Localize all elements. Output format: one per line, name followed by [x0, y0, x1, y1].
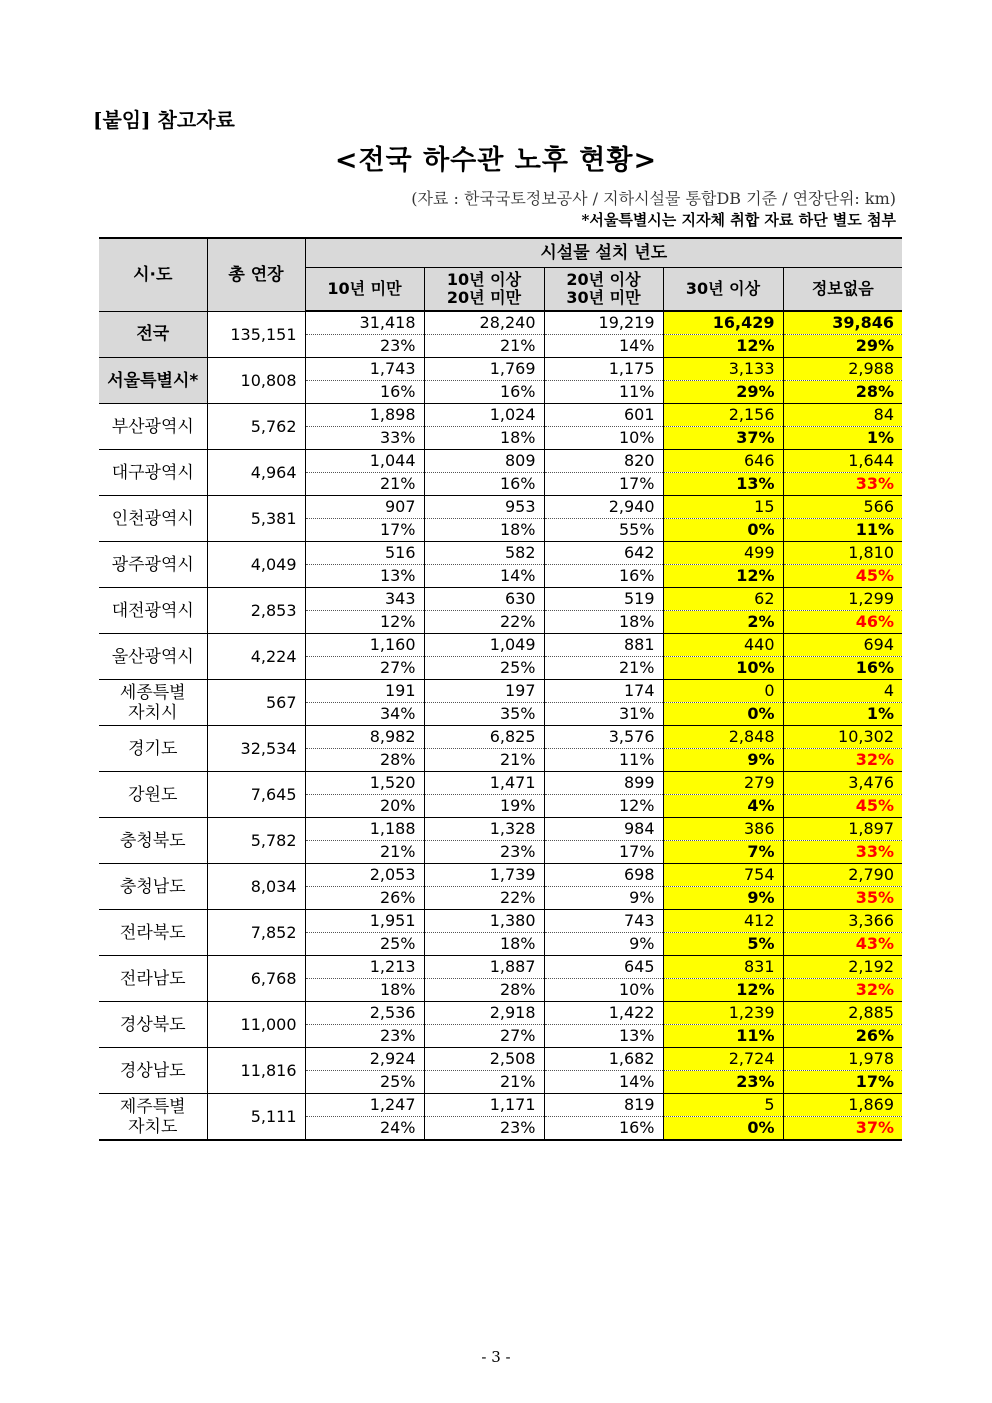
header-no-info: 정보없음 — [783, 268, 902, 312]
percent-value: 23% — [424, 1117, 544, 1141]
percent-value: 27% — [424, 1025, 544, 1048]
percent-value: 24% — [305, 1117, 424, 1141]
region-name: 전국 — [99, 311, 207, 358]
percent-value: 18% — [424, 427, 544, 450]
length-value: 1,239 — [663, 1002, 783, 1025]
table-row — [99, 956, 902, 979]
length-value: 1,160 — [305, 634, 424, 657]
percent-value: 2% — [663, 611, 783, 634]
percent-value: 18% — [424, 933, 544, 956]
region-name: 경기도 — [99, 726, 207, 772]
length-value: 2,924 — [305, 1048, 424, 1071]
length-value: 15 — [663, 496, 783, 519]
length-value: 754 — [663, 864, 783, 887]
percent-value: 22% — [424, 611, 544, 634]
length-value: 1,520 — [305, 772, 424, 795]
percent-value: 11% — [544, 749, 663, 772]
length-value: 1,328 — [424, 818, 544, 841]
length-value: 1,682 — [544, 1048, 663, 1071]
length-value: 1,188 — [305, 818, 424, 841]
total-length: 11,816 — [207, 1048, 305, 1094]
percent-value: 25% — [305, 933, 424, 956]
length-value: 1,299 — [783, 588, 902, 611]
percent-value: 35% — [783, 887, 902, 910]
region-name: 경상북도 — [99, 1002, 207, 1048]
percent-value: 37% — [663, 427, 783, 450]
length-value: 3,366 — [783, 910, 902, 933]
percent-value: 12% — [663, 979, 783, 1002]
length-value: 645 — [544, 956, 663, 979]
percent-value: 0% — [663, 519, 783, 542]
percent-value: 22% — [424, 887, 544, 910]
total-length: 5,111 — [207, 1094, 305, 1141]
percent-value: 31% — [544, 703, 663, 726]
seoul-note: *서울특별시는 지자체 취합 자료 하단 별도 첨부 — [581, 211, 896, 229]
length-value: 3,476 — [783, 772, 902, 795]
length-value: 3,576 — [544, 726, 663, 749]
region-name: 광주광역시 — [99, 542, 207, 588]
region-name: 강원도 — [99, 772, 207, 818]
length-value: 28,240 — [424, 311, 544, 335]
length-value: 743 — [544, 910, 663, 933]
percent-value: 19% — [424, 795, 544, 818]
percent-value: 14% — [424, 565, 544, 588]
page-title: <전국 하수관 노후 현황> — [334, 145, 658, 176]
length-value: 2,192 — [783, 956, 902, 979]
total-length: 7,852 — [207, 910, 305, 956]
percent-value: 11% — [783, 519, 902, 542]
length-value: 642 — [544, 542, 663, 565]
length-value: 62 — [663, 588, 783, 611]
percent-value: 29% — [663, 381, 783, 404]
table-body — [99, 311, 902, 1140]
length-value: 279 — [663, 772, 783, 795]
percent-value: 14% — [544, 1071, 663, 1094]
length-value: 2,156 — [663, 404, 783, 427]
percent-value: 23% — [424, 841, 544, 864]
percent-value: 23% — [305, 335, 424, 358]
length-value: 39,846 — [783, 311, 902, 335]
total-length: 5,782 — [207, 818, 305, 864]
header-over-30: 30년 이상 — [663, 268, 783, 312]
percent-value: 37% — [783, 1117, 902, 1141]
region-name: 전라남도 — [99, 956, 207, 1002]
length-value: 2,988 — [783, 358, 902, 381]
percent-value: 25% — [424, 657, 544, 680]
length-value: 386 — [663, 818, 783, 841]
total-length: 5,762 — [207, 404, 305, 450]
length-value: 1,898 — [305, 404, 424, 427]
percent-value: 16% — [305, 381, 424, 404]
percent-value: 10% — [544, 979, 663, 1002]
percent-value: 21% — [544, 657, 663, 680]
table-row — [99, 542, 902, 565]
percent-value: 28% — [424, 979, 544, 1002]
percent-value: 12% — [663, 335, 783, 358]
percent-value: 27% — [305, 657, 424, 680]
percent-value: 21% — [305, 841, 424, 864]
length-value: 84 — [783, 404, 902, 427]
percent-value: 9% — [544, 887, 663, 910]
length-value: 1,247 — [305, 1094, 424, 1117]
table-row — [99, 634, 902, 657]
table-row — [99, 404, 902, 427]
percent-value: 21% — [424, 1071, 544, 1094]
sewer-aging-table — [99, 237, 902, 1141]
region-name: 경상남도 — [99, 1048, 207, 1094]
table-row — [99, 450, 902, 473]
table-row — [99, 588, 902, 611]
table-row — [99, 1048, 902, 1071]
percent-value: 9% — [663, 887, 783, 910]
length-value: 1,978 — [783, 1048, 902, 1071]
header-10-20: 10년 이상 20년 미만 — [424, 268, 544, 312]
length-value: 1,810 — [783, 542, 902, 565]
percent-value: 0% — [663, 1117, 783, 1141]
region-name: 대전광역시 — [99, 588, 207, 634]
total-length: 4,964 — [207, 450, 305, 496]
length-value: 2,724 — [663, 1048, 783, 1071]
length-value: 1,887 — [424, 956, 544, 979]
percent-value: 45% — [783, 565, 902, 588]
percent-value: 46% — [783, 611, 902, 634]
region-name: 서울특별시* — [99, 358, 207, 404]
percent-value: 17% — [305, 519, 424, 542]
length-value: 16,429 — [663, 311, 783, 335]
percent-value: 10% — [663, 657, 783, 680]
percent-value: 4% — [663, 795, 783, 818]
percent-value: 11% — [544, 381, 663, 404]
table-row — [99, 496, 902, 519]
header-total: 총 연장 — [207, 238, 305, 311]
percent-value: 33% — [305, 427, 424, 450]
length-value: 953 — [424, 496, 544, 519]
header-under-10: 10년 미만 — [305, 268, 424, 312]
percent-value: 43% — [783, 933, 902, 956]
length-value: 1,471 — [424, 772, 544, 795]
percent-value: 16% — [544, 565, 663, 588]
length-value: 2,508 — [424, 1048, 544, 1071]
percent-value: 16% — [424, 473, 544, 496]
length-value: 2,790 — [783, 864, 902, 887]
length-value: 646 — [663, 450, 783, 473]
length-value: 4 — [783, 680, 902, 703]
total-length: 135,151 — [207, 311, 305, 358]
table-row — [99, 680, 902, 703]
percent-value: 16% — [544, 1117, 663, 1141]
total-length: 11,000 — [207, 1002, 305, 1048]
percent-value: 14% — [544, 335, 663, 358]
length-value: 820 — [544, 450, 663, 473]
length-value: 191 — [305, 680, 424, 703]
region-name: 인천광역시 — [99, 496, 207, 542]
region-name: 대구광역시 — [99, 450, 207, 496]
table-row — [99, 1094, 902, 1117]
attachment-label: [붙임] 참고자료 — [93, 108, 235, 132]
percent-value: 0% — [663, 703, 783, 726]
header-20-30: 20년 이상 30년 미만 — [544, 268, 663, 312]
length-value: 31,418 — [305, 311, 424, 335]
length-value: 1,951 — [305, 910, 424, 933]
percent-value: 10% — [544, 427, 663, 450]
percent-value: 1% — [783, 427, 902, 450]
length-value: 1,049 — [424, 634, 544, 657]
total-length: 2,853 — [207, 588, 305, 634]
length-value: 174 — [544, 680, 663, 703]
length-value: 19,219 — [544, 311, 663, 335]
percent-value: 29% — [783, 335, 902, 358]
percent-value: 32% — [783, 979, 902, 1002]
percent-value: 16% — [424, 381, 544, 404]
percent-value: 17% — [544, 473, 663, 496]
length-value: 6,825 — [424, 726, 544, 749]
length-value: 5 — [663, 1094, 783, 1117]
length-value: 412 — [663, 910, 783, 933]
region-name: 부산광역시 — [99, 404, 207, 450]
length-value: 197 — [424, 680, 544, 703]
percent-value: 20% — [305, 795, 424, 818]
length-value: 630 — [424, 588, 544, 611]
percent-value: 23% — [305, 1025, 424, 1048]
length-value: 440 — [663, 634, 783, 657]
total-length: 4,049 — [207, 542, 305, 588]
length-value: 1,175 — [544, 358, 663, 381]
percent-value: 13% — [544, 1025, 663, 1048]
length-value: 831 — [663, 956, 783, 979]
length-value: 10,302 — [783, 726, 902, 749]
source-note: (자료 : 한국국토정보공사 / 지하시설물 통합DB 기준 / 연장단위: km) — [411, 189, 896, 208]
length-value: 566 — [783, 496, 902, 519]
percent-value: 1% — [783, 703, 902, 726]
length-value: 1,044 — [305, 450, 424, 473]
percent-value: 16% — [783, 657, 902, 680]
length-value: 0 — [663, 680, 783, 703]
length-value: 1,380 — [424, 910, 544, 933]
length-value: 2,848 — [663, 726, 783, 749]
percent-value: 28% — [305, 749, 424, 772]
length-value: 907 — [305, 496, 424, 519]
percent-value: 21% — [424, 335, 544, 358]
table-row — [99, 358, 902, 381]
percent-value: 13% — [305, 565, 424, 588]
table-row — [99, 864, 902, 887]
length-value: 601 — [544, 404, 663, 427]
total-length: 4,224 — [207, 634, 305, 680]
length-value: 2,885 — [783, 1002, 902, 1025]
percent-value: 33% — [783, 841, 902, 864]
length-value: 8,982 — [305, 726, 424, 749]
length-value: 984 — [544, 818, 663, 841]
length-value: 2,918 — [424, 1002, 544, 1025]
region-name: 전라북도 — [99, 910, 207, 956]
percent-value: 18% — [424, 519, 544, 542]
region-name: 충청북도 — [99, 818, 207, 864]
percent-value: 26% — [305, 887, 424, 910]
percent-value: 13% — [663, 473, 783, 496]
percent-value: 12% — [663, 565, 783, 588]
percent-value: 21% — [305, 473, 424, 496]
length-value: 698 — [544, 864, 663, 887]
length-value: 881 — [544, 634, 663, 657]
length-value: 694 — [783, 634, 902, 657]
total-length: 8,034 — [207, 864, 305, 910]
percent-value: 17% — [544, 841, 663, 864]
table-row — [99, 726, 902, 749]
total-length: 567 — [207, 680, 305, 726]
header-region: 시·도 — [99, 238, 207, 311]
length-value: 1,644 — [783, 450, 902, 473]
length-value: 1,769 — [424, 358, 544, 381]
length-value: 819 — [544, 1094, 663, 1117]
length-value: 3,133 — [663, 358, 783, 381]
length-value: 519 — [544, 588, 663, 611]
percent-value: 7% — [663, 841, 783, 864]
percent-value: 5% — [663, 933, 783, 956]
percent-value: 45% — [783, 795, 902, 818]
table-row — [99, 910, 902, 933]
region-name: 세종특별 자치시 — [99, 680, 207, 726]
percent-value: 9% — [544, 933, 663, 956]
percent-value: 35% — [424, 703, 544, 726]
length-value: 2,053 — [305, 864, 424, 887]
length-value: 1,422 — [544, 1002, 663, 1025]
length-value: 809 — [424, 450, 544, 473]
table-row — [99, 311, 902, 335]
length-value: 2,940 — [544, 496, 663, 519]
percent-value: 32% — [783, 749, 902, 772]
length-value: 1,171 — [424, 1094, 544, 1117]
page-number: - 3 - — [481, 1348, 511, 1366]
length-value: 582 — [424, 542, 544, 565]
length-value: 2,536 — [305, 1002, 424, 1025]
region-name: 울산광역시 — [99, 634, 207, 680]
percent-value: 12% — [305, 611, 424, 634]
region-name: 제주특별 자치도 — [99, 1094, 207, 1141]
region-name: 충청남도 — [99, 864, 207, 910]
percent-value: 18% — [544, 611, 663, 634]
length-value: 1,897 — [783, 818, 902, 841]
length-value: 499 — [663, 542, 783, 565]
header-install-year: 시설물 설치 년도 — [305, 238, 902, 268]
percent-value: 12% — [544, 795, 663, 818]
length-value: 1,024 — [424, 404, 544, 427]
percent-value: 9% — [663, 749, 783, 772]
table-row — [99, 1002, 902, 1025]
total-length: 32,534 — [207, 726, 305, 772]
total-length: 10,808 — [207, 358, 305, 404]
percent-value: 55% — [544, 519, 663, 542]
total-length: 5,381 — [207, 496, 305, 542]
table-row — [99, 818, 902, 841]
percent-value: 11% — [663, 1025, 783, 1048]
length-value: 1,743 — [305, 358, 424, 381]
length-value: 516 — [305, 542, 424, 565]
percent-value: 23% — [663, 1071, 783, 1094]
length-value: 343 — [305, 588, 424, 611]
percent-value: 26% — [783, 1025, 902, 1048]
length-value: 899 — [544, 772, 663, 795]
length-value: 1,869 — [783, 1094, 902, 1117]
total-length: 7,645 — [207, 772, 305, 818]
length-value: 1,213 — [305, 956, 424, 979]
percent-value: 28% — [783, 381, 902, 404]
percent-value: 33% — [783, 473, 902, 496]
length-value: 1,739 — [424, 864, 544, 887]
percent-value: 34% — [305, 703, 424, 726]
percent-value: 25% — [305, 1071, 424, 1094]
percent-value: 21% — [424, 749, 544, 772]
percent-value: 17% — [783, 1071, 902, 1094]
percent-value: 18% — [305, 979, 424, 1002]
total-length: 6,768 — [207, 956, 305, 1002]
table-row — [99, 772, 902, 795]
